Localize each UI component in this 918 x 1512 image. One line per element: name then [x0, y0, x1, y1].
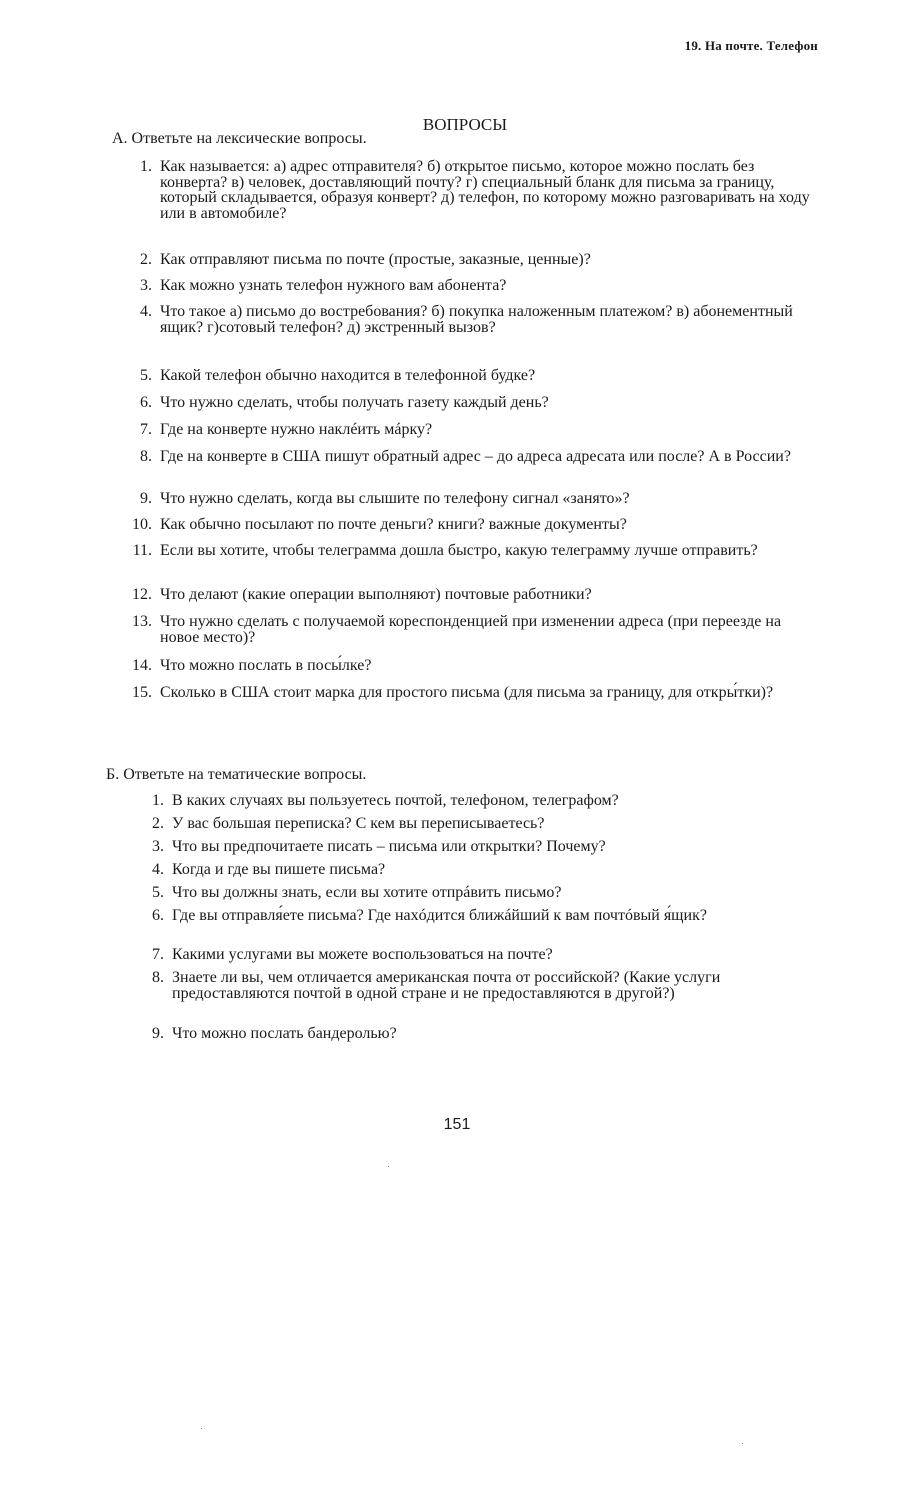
question-item — [118, 422, 818, 449]
page-number: 151 — [443, 1116, 471, 1133]
question-number: 9. — [140, 490, 152, 507]
question-number: 2. — [152, 815, 164, 832]
question-text: Как обычно посылают по почте деньги? книги? важные документы? — [160, 516, 627, 533]
question-text: Что нужно сделать с получаемой кореспонденцией при изменении адреса (при переезде на новое место)? — [160, 613, 782, 646]
question-number: 14. — [132, 657, 152, 674]
question-number: 7. — [140, 421, 152, 438]
question-item — [140, 1026, 780, 1049]
question-item — [118, 517, 818, 543]
question-text: Где вы отправля́ете письма? Где нахóдится ближáйший к вам почтóвый я́щик? — [172, 907, 707, 924]
question-number: 8. — [152, 969, 164, 986]
lexical-questions-list — [118, 159, 818, 725]
question-item — [118, 658, 818, 685]
question-number: 13. — [132, 613, 152, 630]
question-number: 8. — [140, 448, 152, 465]
question-text: Когда и где вы пишете письма? — [172, 861, 386, 878]
question-number: 1. — [140, 158, 152, 175]
running-head: 19. На почте. Телефон — [684, 38, 818, 53]
scan-speck — [742, 1443, 743, 1444]
question-text: Что нужно сделать, когда вы слышите по телефону сигнал «занято»? — [160, 490, 630, 507]
question-text: Что вы должны знать, если вы хотите отпрáвить письмо? — [172, 884, 562, 901]
question-number: 6. — [152, 907, 164, 924]
question-text: Что вы предпочитаете писать – письма или открытки? Почему? — [172, 838, 606, 855]
question-item — [140, 908, 780, 947]
question-text: Знаете ли вы, чем отличается американская почта от российской? (Какие услуги предоставляются почтой в одной стране и не предоставляются в другой?) — [172, 969, 721, 1002]
question-item — [140, 862, 780, 885]
question-number: 15. — [132, 684, 152, 701]
question-number: 5. — [140, 367, 152, 384]
question-item — [118, 395, 818, 422]
question-item — [140, 947, 780, 970]
question-item — [140, 816, 780, 839]
scan-speck — [388, 1166, 389, 1167]
question-item — [118, 252, 818, 278]
question-number: 10. — [132, 516, 152, 533]
question-number: 2. — [140, 251, 152, 268]
question-item — [118, 278, 818, 304]
question-text: Как можно узнать телефон нужного вам абонента? — [160, 277, 507, 294]
section-a-heading: А. Ответьте на лексические вопросы. — [112, 130, 367, 147]
question-number: 6. — [140, 394, 152, 411]
question-text: Сколько в США стоит марка для простого письма (для письма за границу, для откры́тки)? — [160, 684, 774, 701]
scan-speck — [201, 1428, 202, 1429]
question-number: 4. — [152, 861, 164, 878]
question-text: Где на конверте нужно наклéить мáрку? — [160, 421, 433, 438]
question-item — [140, 970, 780, 1026]
question-text: Какой телефон обычно находится в телефонной будке? — [160, 367, 536, 384]
question-item — [118, 159, 818, 252]
question-text: Что такое а) письмо до востребования? б) покупка наложенным платежом? в) абонементный ящик? г)сотовый телефон? д) экстренный вызов? — [160, 303, 793, 336]
question-item — [118, 304, 818, 368]
question-item — [118, 449, 818, 491]
question-item — [140, 793, 780, 816]
question-text: Где на конверте в США пишут обратный адрес – до адреса адресата или после? А в России? — [160, 448, 791, 465]
question-number: 4. — [140, 303, 152, 320]
question-text: Если вы хотите, чтобы телеграмма дошла быстро, какую телеграмму лучше отправить? — [160, 542, 758, 559]
question-text: Как называется: а) адрес отправителя? б) открытое письмо, которое можно послать без конверта? в) человек, доставляющий почту? г) специальный бланк для письма за границу, который складывается, образуя конверт? д) телефон, по которому можно разговаривать на ходу или в автомобиле? — [160, 158, 810, 222]
section-b-heading: Б. Ответьте на тематические вопросы. — [106, 766, 367, 783]
question-number: 1. — [152, 792, 164, 809]
question-text: Что можно послать бандеролью? — [172, 1025, 397, 1042]
question-text: Что можно послать в посы́лке? — [160, 657, 372, 674]
question-item — [140, 839, 780, 862]
question-number: 12. — [132, 586, 152, 603]
page-title: ВОПРОСЫ — [422, 115, 508, 135]
question-item — [140, 885, 780, 908]
thematic-questions-list — [140, 793, 780, 1049]
question-item — [118, 491, 818, 517]
question-text: Что нужно сделать, чтобы получать газету каждый день? — [160, 394, 549, 411]
question-number: 7. — [152, 946, 164, 963]
question-item — [118, 543, 818, 587]
question-text: Какими услугами вы можете воспользоваться на почте? — [172, 946, 553, 963]
question-number: 3. — [152, 838, 164, 855]
question-item — [118, 587, 818, 614]
question-number: 9. — [152, 1025, 164, 1042]
question-text: Как отправляют письма по почте (простые, заказные, ценные)? — [160, 251, 591, 268]
question-item — [118, 614, 818, 658]
question-text: В каких случаях вы пользуетесь почтой, телефоном, телеграфом? — [172, 792, 619, 809]
question-item — [118, 685, 818, 725]
question-number: 3. — [140, 277, 152, 294]
question-number: 5. — [152, 884, 164, 901]
question-text: У вас большая переписка? С кем вы переписываетесь? — [172, 815, 545, 832]
question-text: Что делают (какие операции выполняют) почтовые работники? — [160, 586, 592, 603]
question-number: 11. — [132, 542, 152, 559]
question-item — [118, 368, 818, 395]
